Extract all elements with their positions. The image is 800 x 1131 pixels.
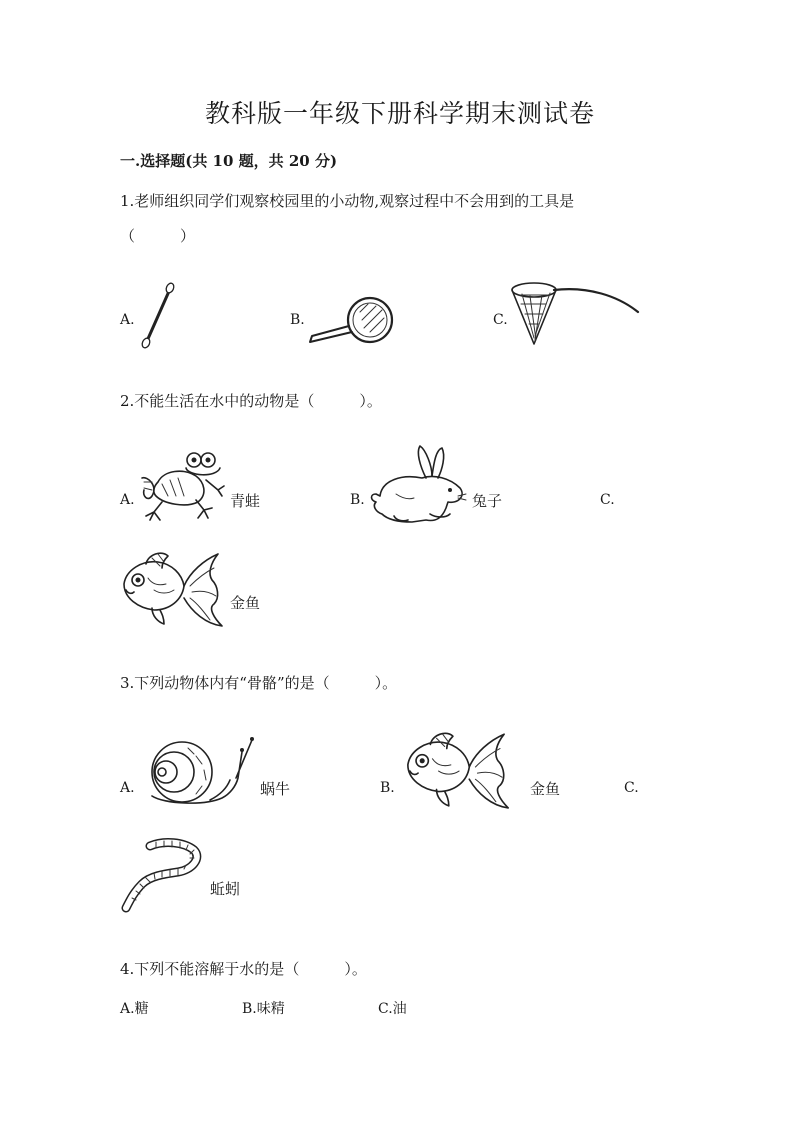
goldfish-icon xyxy=(396,726,518,812)
page-title: 教科版一年级下册科学期末测试卷 xyxy=(204,99,595,128)
snail-icon xyxy=(144,734,256,810)
section-heading: 一.选择题(共 10 题，共 20 分) xyxy=(120,152,338,170)
question-stem: 2.不能生活在水中的动物是（ ）。 xyxy=(120,392,382,410)
option-a xyxy=(120,998,149,1018)
magnifying-glass-icon xyxy=(306,296,398,346)
option-c-letter: C. xyxy=(600,492,615,508)
option-c-letter: C. xyxy=(624,780,639,796)
option-c xyxy=(378,998,407,1018)
cotton-swab-icon xyxy=(140,283,176,349)
rabbit-icon xyxy=(366,442,470,526)
option-b xyxy=(242,998,285,1018)
earthworm-icon xyxy=(120,838,206,914)
option-b-letter: B. xyxy=(242,1001,257,1017)
question-stem: 4.下列不能溶解于水的是（ ）。 xyxy=(120,960,367,978)
option-b-letter: B. xyxy=(290,312,305,328)
frog-icon xyxy=(138,446,228,526)
option-b-label: 金鱼 xyxy=(530,780,561,798)
insect-net-icon xyxy=(508,278,644,348)
option-a-label: 青蛙 xyxy=(230,492,261,510)
option-c-label: 油 xyxy=(392,1001,407,1017)
option-c-label: 金鱼 xyxy=(230,594,261,612)
option-c-letter: C. xyxy=(493,312,508,328)
option-a-letter: A. xyxy=(120,492,135,508)
option-b-letter: B. xyxy=(380,780,395,796)
goldfish-icon xyxy=(118,546,226,630)
option-b-letter: B. xyxy=(350,492,365,508)
option-c-label: 蚯蚓 xyxy=(210,880,241,898)
option-a-letter: A. xyxy=(120,312,135,328)
option-a-label: 糖 xyxy=(134,1001,149,1017)
option-a-letter: A. xyxy=(120,1001,135,1017)
option-a-letter: A. xyxy=(120,780,135,796)
option-c-letter: C. xyxy=(378,1001,393,1017)
question-stem: 1.老师组织同学们观察校园里的小动物,观察过程中不会用到的工具是 xyxy=(120,192,575,210)
question-stem: 3.下列动物体内有“骨骼”的是（ ）。 xyxy=(120,674,398,692)
option-b-label: 兔子 xyxy=(472,492,503,510)
option-a-label: 蜗牛 xyxy=(260,780,291,798)
answer-blank: （ ） xyxy=(120,227,196,245)
option-b-label: 味精 xyxy=(256,1001,285,1017)
